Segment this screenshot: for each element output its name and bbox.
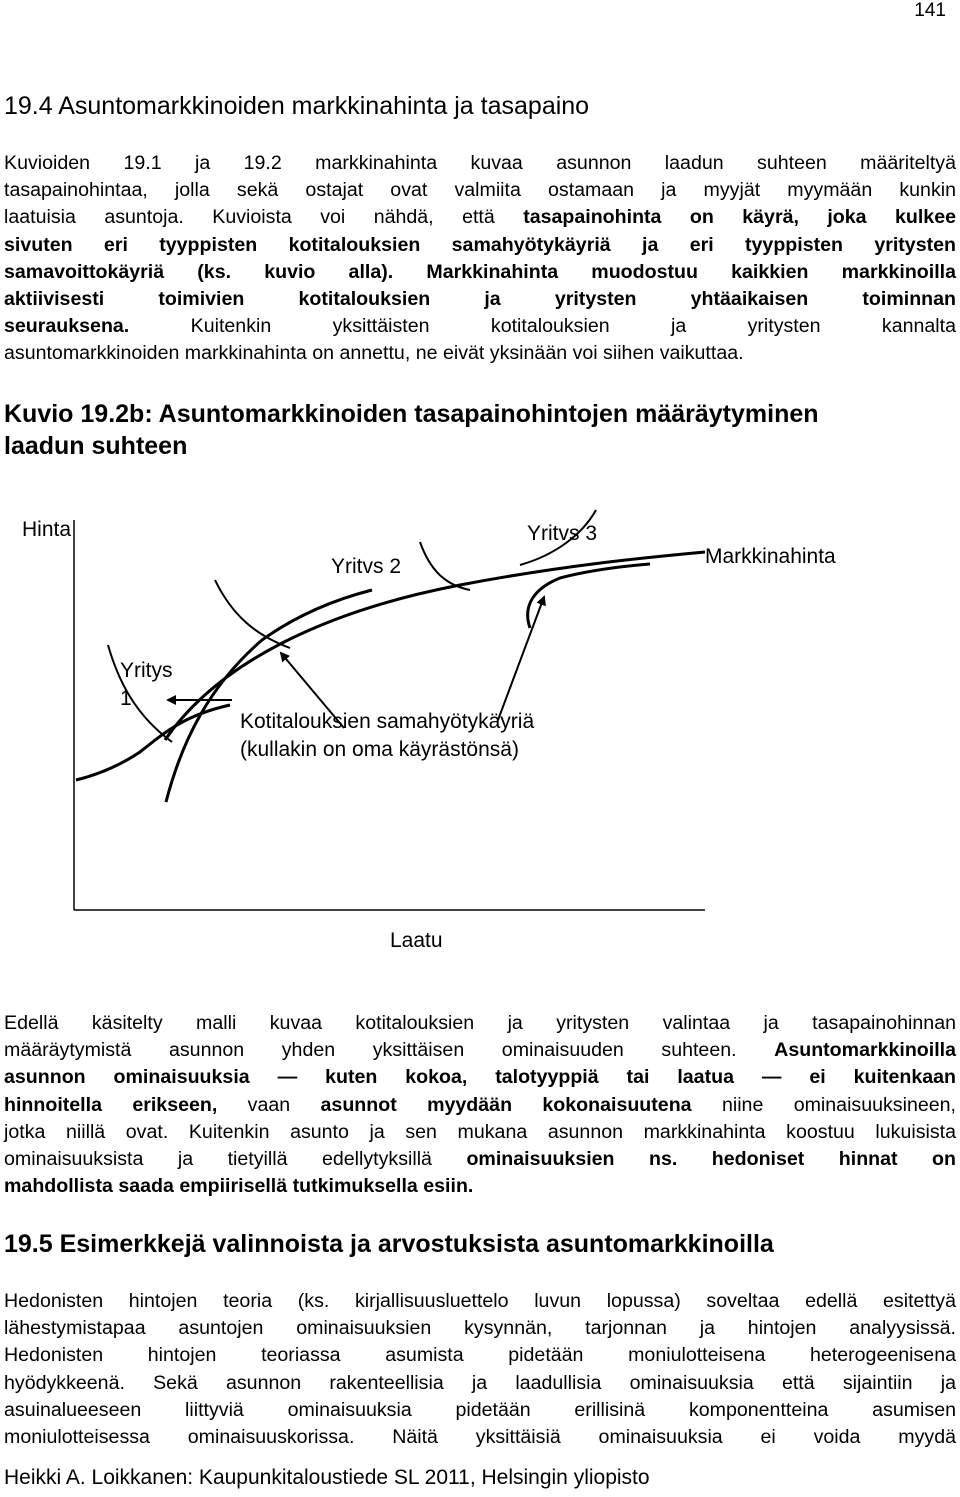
text-line: tasapainohintaa, jolla sekä ostajat ovat valmiita ostamaan ja myyjät myymään kunkin: [4, 179, 956, 202]
text-line: [4, 286, 956, 313]
firm-3-curve: [420, 542, 470, 590]
intro-paragraph: [4, 150, 956, 368]
firm-3-label: Yritvs 3: [527, 522, 598, 545]
bold-run: Asuntomarkkinoilla: [774, 1039, 956, 1062]
text-run: laatuisia asuntoja. Kuvioista voi nähdä, että: [4, 206, 524, 229]
household-label: [240, 708, 534, 764]
figure-title: [4, 398, 819, 462]
bold-run: asunnon ominaisuuksia — kuten kokoa, talotyyppiä tai laatua — ei kuitenkaan: [4, 1066, 956, 1089]
text-line: [4, 1092, 956, 1119]
page-number: 141: [914, 0, 946, 21]
bold-run: seurauksena.: [4, 315, 130, 338]
household-curve-3: [528, 564, 650, 628]
text-line: Kuvioiden 19.1 ja 19.2 markkinahinta kuvaa asunnon laadun suhteen määriteltyä: [4, 152, 956, 174]
text-line: [4, 259, 956, 286]
text-line: Hedonisten hintojen teoria (ks. kirjallisuusluettelo luvun lopussa) soveltaa edellä esitettyä: [4, 1290, 956, 1312]
text-line: hyödykkeenä. Sekä asunnon rakenteellisia ja laadullisia ominaisuuksia että sijaintiin ja: [4, 1371, 956, 1394]
firm-2-label: Yritvs 2: [331, 555, 402, 578]
section-19-5-paragraph: [4, 1288, 956, 1451]
text-line: [4, 1064, 956, 1091]
figure-title-line: Kuvio 19.2b: Asuntomarkkinoiden tasapainohintojen määräytyminen: [4, 400, 819, 428]
household-label-line: (kullakin on oma käyrästönsä): [240, 738, 519, 761]
household-curve-2: [166, 590, 372, 802]
bold-run: sivuten eri tyyppisten kotitalouksien samahyötykäyriä ja eri tyyppisten yritysten: [4, 233, 956, 256]
bold-run: asunnot myydään kokonaisuutena: [320, 1093, 692, 1116]
section-heading-19-4: 19.4 Asuntomarkkinoiden markkinahinta ja tasapaino: [4, 92, 590, 120]
y-axis-label: Hinta: [22, 518, 72, 541]
text-line: asuinalueeseen liittyviä ominaisuuksia pidetään erillisinä komponentteina asumisen: [4, 1398, 956, 1421]
firm-1-label: [120, 657, 173, 713]
text-line: [4, 232, 956, 259]
household-curve-1: [76, 705, 230, 780]
page-footer: Heikki A. Loikkanen: Kaupunkitaloustiede SL 2011, Helsingin yliopisto: [4, 1466, 650, 1489]
x-axis-label: Laatu: [390, 929, 443, 952]
section-heading-19-5: 19.5 Esimerkkejä valinnoista ja arvostuksista asuntomarkkinoilla: [4, 1230, 774, 1258]
firm-1-label-line: Yritys: [120, 659, 173, 682]
market-price-label: Markkinahinta: [705, 545, 836, 568]
bold-run: hinnoitella erikseen,: [4, 1093, 218, 1116]
text-line: [4, 313, 956, 340]
bold-run: aktiivisesti toimivien kotitalouksien ja yritysten yhtäaikaisen toiminnan: [4, 288, 956, 311]
text-run: ominaisuuksista ja tietyillä edellytyksillä: [4, 1148, 467, 1171]
figure-title-line: laadun suhteen: [4, 432, 188, 460]
text-line: [4, 1037, 956, 1064]
text-run: määräytymistä asunnon yhden yksittäisen ominaisuuden suhteen.: [4, 1039, 775, 1062]
pointer-arrow: [498, 597, 544, 720]
text-line: [4, 204, 956, 231]
text-run: Kuitenkin yksittäisten kotitalouksien ja yritysten kannalta: [129, 315, 956, 338]
text-line: asuntomarkkinoiden markkinahinta on annettu, ne eivät yksinään voi siihen vaikuttaa.: [4, 342, 744, 365]
bold-run: mahdollista saada empiirisellä tutkimuksella esiin.: [4, 1175, 474, 1198]
text-line: [4, 1173, 956, 1200]
bold-run: tasapainohinta on käyrä, joka kulkee: [523, 206, 956, 229]
text-line: Hedonisten hintojen teoriassa asumista pidetään moniulotteisena heterogeenisena: [4, 1344, 956, 1367]
bold-run: samavoittokäyriä (ks. kuvio alla).: [4, 260, 394, 283]
text-line: [4, 1146, 956, 1173]
bold-run: Markkinahinta muodostuu kaikkien markkinoilla: [393, 260, 956, 283]
household-label-line: Kotitalouksien samahyötykäyriä: [240, 710, 535, 733]
after-figure-paragraph: [4, 1010, 956, 1200]
firm-1-label-line: 1: [120, 687, 132, 710]
text-run: vaan: [217, 1093, 321, 1116]
text-line: lähestymistapaa asuntojen ominaisuuksien kysynnän, tarjonnan ja hintojen analyysissä.: [4, 1317, 956, 1340]
price-quality-diagram: [0, 490, 960, 970]
firm-2-curve: [215, 580, 290, 648]
text-line: Edellä käsitelty malli kuvaa kotitalouksien ja yritysten valintaa ja tasapainohinnan: [4, 1012, 956, 1034]
text-line: moniulotteisessa ominaisuuskorissa. Näitä yksittäisiä ominaisuuksia ei voida myydä: [4, 1426, 956, 1449]
bold-run: ominaisuuksien ns. hedoniset hinnat on: [466, 1148, 956, 1171]
text-line: jotka niillä ovat. Kuitenkin asunto ja sen mukana asunnon markkinahinta koostuu lukuisista: [4, 1120, 956, 1143]
text-run: niine ominaisuuksineen,: [691, 1093, 956, 1116]
